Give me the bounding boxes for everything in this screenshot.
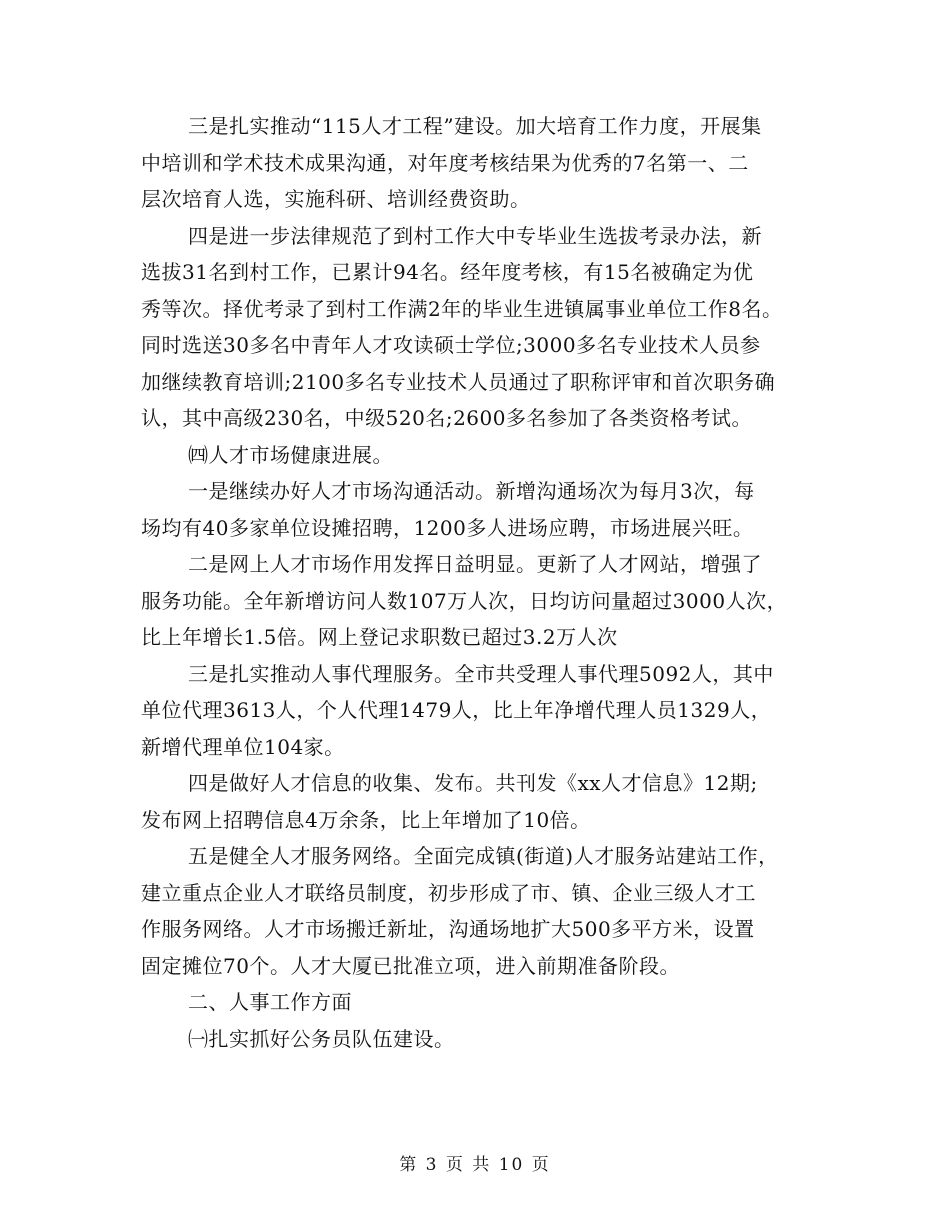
text-line: 场均有40多家单位设摊招聘，1200多人进场应聘，市场进展兴旺。: [141, 515, 754, 540]
text-line: 秀等次。择优考录了到村工作满2年的毕业生进镇属事业单位工作8名。: [141, 296, 783, 321]
document-body: [141, 108, 841, 1057]
text-line: 同时选送30多名中青年人才攻读硕士学位;3000多名专业技术人员参: [141, 333, 761, 357]
text-line: 一是继续办好人才市场沟通活动。新增沟通场次为每月3次，每: [188, 479, 755, 503]
text-line: 三是扎实推动“115人才工程”建设。加大培育工作力度，开展集: [188, 114, 762, 138]
text-line: 新增代理单位104家。: [141, 734, 345, 759]
text-line: 五是健全人才服务网络。全面完成镇(街道)人才服务站建站工作，: [188, 844, 779, 868]
text-line: ㈠扎实抓好公务员队伍建设。: [188, 1026, 455, 1051]
text-line: 三是扎实推动人事代理服务。全市共受理人事代理5092人，其中: [188, 661, 774, 686]
text-line: 选拔31名到村工作，已累计94名。经年度考核，有15名被确定为优: [141, 260, 754, 284]
text-line: 认，其中高级230名，中级520名;2600多名参加了各类资格考试。: [141, 406, 752, 430]
text-line: 二、人事工作方面: [188, 990, 352, 1014]
text-line: 建立重点企业人才联络员制度，初步形成了市、镇、企业三级人才工: [141, 880, 756, 905]
text-line: 单位代理3613人，个人代理1479人，比上年净增代理人员1329人，: [141, 698, 772, 722]
text-line: 加继续教育培训;2100多名专业技术人员通过了职称评审和首次职务确: [141, 369, 776, 394]
page-footer: 第 3 页 共 10 页: [399, 1155, 551, 1175]
text-line: 四是进一步法律规范了到村工作大中专毕业生选拔考录办法，新: [188, 223, 762, 248]
text-line: 固定摊位70个。人才大厦已批准立项，进入前期准备阶段。: [141, 953, 680, 978]
text-line: 层次培育人选，实施科研、培训经费资助。: [141, 187, 531, 211]
text-line: 二是网上人才市场作用发挥日益明显。更新了人才网站，增强了: [188, 552, 762, 576]
text-line: 服务功能。全年新增访问人数107万人次，日均访问量超过3000人次，: [141, 588, 788, 613]
text-line: 发布网上招聘信息4万余条，比上年增加了10倍。: [141, 807, 591, 832]
text-line: 四是做好人才信息的收集、发布。共刊发《xx人才信息》12期;: [188, 771, 758, 795]
text-line: ㈣人才市场健康进展。: [188, 442, 393, 467]
text-line: 比上年增长1.5倍。网上登记求职数已超过3.2万人次: [141, 625, 618, 649]
text-line: 中培训和学术技术成果沟通，对年度考核结果为优秀的7名第一、二: [141, 150, 749, 175]
text-line: 作服务网络。人才市场搬迁新址，沟通场地扩大500多平方米，设置: [141, 917, 755, 941]
